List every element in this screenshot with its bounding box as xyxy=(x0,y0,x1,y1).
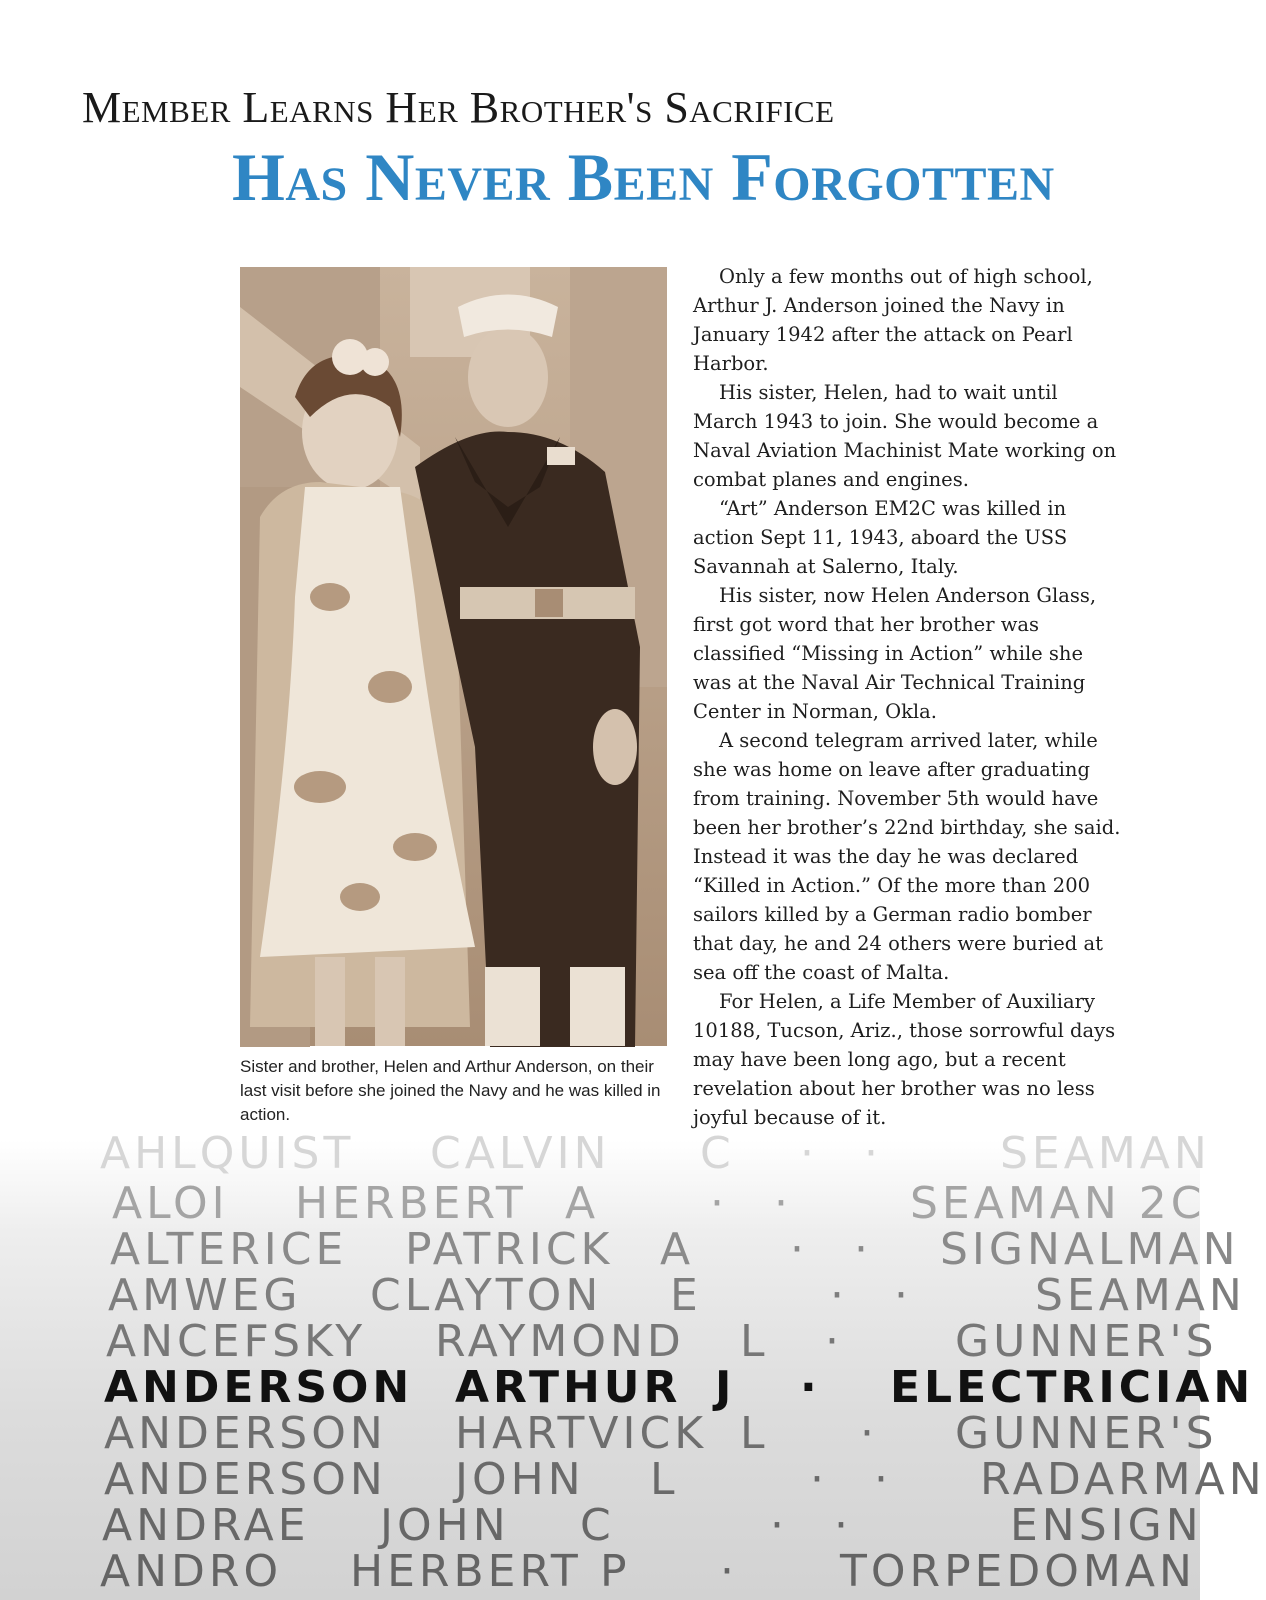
memorial-initial: P xyxy=(600,1546,631,1597)
memorial-surname: ALOI xyxy=(112,1178,229,1229)
memorial-surname: ANDERSON xyxy=(104,1408,387,1459)
memorial-given-name: CALVIN xyxy=(430,1128,611,1179)
memorial-given-name: HARTVICK xyxy=(455,1408,708,1459)
memorial-surname: ANDERSON xyxy=(104,1362,414,1413)
memorial-surname: ANDERSON xyxy=(104,1454,387,1505)
memorial-given-name: HERBERT xyxy=(295,1178,527,1229)
paragraph: His sister, now Helen Anderson Glass, first got word that her brother was classified “Missing in Action” while she was at the Naval Air Technical Training Center in Norman, Okla. xyxy=(693,584,1097,723)
memorial-rank: SEAMAN xyxy=(1000,1128,1211,1179)
memorial-surname: AMWEG xyxy=(108,1270,302,1321)
memorial-rank: GUNNER'S xyxy=(955,1316,1218,1367)
memorial-rank: TORPEDOMAN xyxy=(840,1546,1196,1597)
memorial-marks: · · xyxy=(800,1128,896,1179)
memorial-marks: · xyxy=(720,1546,752,1597)
article-body xyxy=(693,262,1125,1132)
paragraph: Only a few months out of high school, Arthur J. Anderson joined the Navy in January 1942 after the attack on Pearl Harbor. xyxy=(693,265,1093,375)
sister-brother-photo xyxy=(240,267,667,1046)
photo-caption: Sister and brother, Helen and Arthur Anderson, on their last visit before she joined the Navy and he was killed in action. xyxy=(240,1057,661,1124)
memorial-surname: ANCEFSKY xyxy=(106,1316,367,1367)
memorial-initial: L xyxy=(650,1454,679,1505)
memorial-marks: · · xyxy=(770,1500,866,1551)
memorial-given-name: CLAYTON xyxy=(370,1270,603,1321)
memorial-rank: SEAMAN xyxy=(1035,1270,1246,1321)
memorial-marks: · xyxy=(825,1316,857,1367)
memorial-marks: · · xyxy=(810,1454,906,1505)
sepia-photo-illustration xyxy=(240,267,667,1046)
memorial-surname: ALTERICE xyxy=(110,1224,348,1275)
memorial-given-name: PATRICK xyxy=(405,1224,614,1275)
memorial-marks: · · xyxy=(710,1178,806,1229)
memorial-initial: A xyxy=(660,1224,695,1275)
paragraph: A second telegram arrived later, while she was home on leave after graduating from training. November 5th would have been her brother’s 22nd birthday, she said. Instead it was the day he was declared “Killed in Action.” Of the more than 200 sailors killed by a German radio bomber that day, he and 24 others were buried at sea off the coast of Malta. xyxy=(693,729,1121,984)
memorial-given-name: RAYMOND xyxy=(435,1316,685,1367)
memorial-given-name: JOHN xyxy=(380,1500,510,1551)
paragraph: “Art” Anderson EM2C was killed in action Sept 11, 1943, aboard the USS Savannah at Salerno, Italy. xyxy=(693,497,1068,578)
memorial-rank: RADARMAN xyxy=(980,1454,1266,1505)
memorial-given-name: HERBERT xyxy=(350,1546,582,1597)
memorial-wall-image xyxy=(0,1128,1266,1600)
memorial-initial: E xyxy=(670,1270,702,1321)
memorial-initial: C xyxy=(580,1500,615,1551)
memorial-marks: · · xyxy=(790,1224,886,1275)
article-headline: Has Never Been Forgotten xyxy=(232,139,1055,215)
memorial-rank: ENSIGN xyxy=(1010,1500,1203,1551)
paragraph: His sister, Helen, had to wait until March 1943 to join. She would become a Naval Aviation Machinist Mate working on combat planes and engines. xyxy=(693,381,1117,491)
memorial-initial: J xyxy=(715,1362,736,1413)
memorial-given-name: JOHN xyxy=(455,1454,585,1505)
memorial-surname: AHLQUIST xyxy=(100,1128,355,1179)
memorial-rank: SEAMAN 2C xyxy=(910,1178,1206,1229)
memorial-marks: · · xyxy=(830,1270,926,1321)
article-kicker: Member Learns Her Brother's Sacrifice xyxy=(82,83,835,132)
memorial-rank: GUNNER'S xyxy=(955,1408,1218,1459)
memorial-marks: · xyxy=(860,1408,892,1459)
memorial-rank: SIGNALMAN xyxy=(940,1224,1240,1275)
paragraph: For Helen, a Life Member of Auxiliary 10188, Tucson, Ariz., those sorrowful days may have been long ago, but a recent revelation about her brother was no less joyful because of it. xyxy=(693,990,1116,1129)
memorial-surname: ANDRO xyxy=(100,1546,283,1597)
memorial-surname: ANDRAE xyxy=(102,1500,310,1551)
memorial-rank: ELECTRICIAN xyxy=(890,1362,1255,1413)
memorial-marks: · xyxy=(800,1362,835,1413)
memorial-given-name: ARTHUR xyxy=(455,1362,682,1413)
memorial-initial: L xyxy=(740,1408,769,1459)
memorial-initial: C xyxy=(700,1128,735,1179)
memorial-initial: A xyxy=(565,1178,600,1229)
memorial-initial: L xyxy=(740,1316,769,1367)
